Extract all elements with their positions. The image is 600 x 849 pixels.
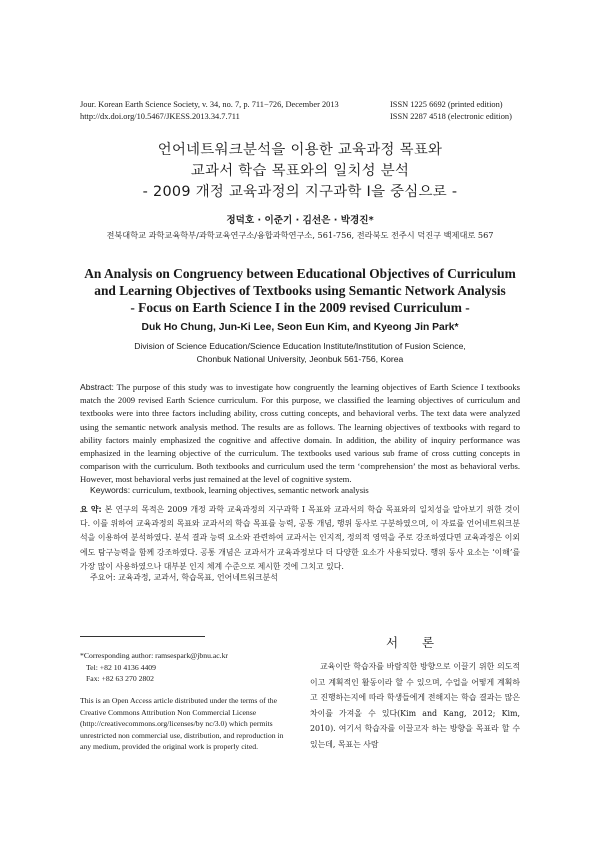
english-affiliation [60, 340, 540, 365]
license-notice: This is an Open Access article distributed under the terms of the Creative Commons Attribution Non Commercial License (http://creativecommons.org/licenses/by nc/3.0) which permits unrestricted non commercial use, distribution, and reproduction in any medium, provided the original work is properly cited. [80, 696, 284, 752]
korean-abstract-text: 본 연구의 목적은 2009 개정 과학 교육과정의 지구과학 I 목표와 교과서의 학습 목표와의 일치성을 알아보기 위한 것이다. 이를 위하여 교육과정의 목표와 교과서의 학습 목표를 능력, 공통 개념, 행위 동사로 구분하였으며, 이 자료를 언어네트워크분석을 이용하여 분석하였다. 분석 결과 능력 요소와 관련하여 교과서는 인지적, 정의적 영역을 주로 강조하였다면 교육과정은 이외에도 탐구능력을 함께 강조하였다. 공통 개념은 교과서가 교육과정보다 더 다양한 요소가 사용되었다. 행위 동사 요소는 ‘이해’를 가장 많이 사용하였으나 대부분 인지 체계 수준으로 제시한 것에 그치고 있다. [80, 505, 520, 571]
korean-abstract [80, 503, 520, 574]
abstract-text: The purpose of this study was to investigate how congruently the learning objectives of Earth Science I textbooks match the 2009 revised Earth Science curriculum. For this purpose, we classified the learning objectives of curriculum and textbooks were into three factors including ability, cross cutting concepts, and behavioral verbs. The text data were analyzed using the semantic network analysis method. The results are as follows. The learning objectives of textbooks with regard to ability factors mainly emphasized the cognitive and affective domain. In addition, the ability of inquiry performance was emphasized in the learning objective of the curriculum. The textbooks used various sub frame of cross cutting concepts in comparison with the curriculum. Both textbooks and curriculum used the term ‘comprehension’ the most as behavioral verbs. However, most behavioral verbs just remained at the level of cognitive system. [80, 382, 520, 485]
introduction-text: 교육이란 학습자를 바람직한 방향으로 이끌기 위한 의도적이고 계획적인 활동이라 할 수 있으며, 수업을 어떻게 계획하고 진행하는지에 따라 학생들에게 전해지는 학습 결과는 많은 차이를 가져올 수 있다(Kim and Kang, 2012; Kim, 2010). 여기서 학습자를 이끌고자 하는 방향을 목표라 할 수 있는데, 목표는 사람 [310, 662, 520, 749]
abstract-label: Abstract: [80, 382, 114, 392]
korean-title-line3: - 2009 개정 교육과정의 지구과학 I을 중심으로 - [142, 184, 458, 200]
issn-electronic: ISSN 2287 4518 (electronic edition) [390, 112, 512, 121]
corresponding-fax: Fax: +82 63 270 2802 [86, 674, 154, 684]
english-abstract [80, 381, 520, 487]
korean-title-line2: 교과서 학습 목표와의 일치성 분석 [190, 163, 410, 179]
korean-keywords-text: 교육과정, 교과서, 학습목표, 언어네트워크분석 [118, 573, 278, 582]
journal-citation: Jour. Korean Earth Science Society, v. 34, no. 7, p. 711−726, December 2013 [80, 100, 339, 109]
english-affiliation-line2: Chonbuk National University, Jeonbuk 561-756, Korea [196, 353, 404, 364]
journal-header [80, 99, 370, 123]
footnote-divider [80, 636, 205, 637]
issn-print: ISSN 1225 6692 (printed edition) [390, 100, 503, 109]
korean-keywords-label: 주요어: [90, 573, 116, 582]
korean-authors: 정덕호 · 이준기 · 김선은 · 박경진* [226, 215, 374, 226]
korean-keywords [90, 572, 520, 583]
english-authors: Duk Ho Chung, Jun-Ki Lee, Seon Eun Kim, and Kyeong Jin Park* [141, 322, 459, 333]
english-keywords [90, 485, 520, 495]
doi-link[interactable]: http://dx.doi.org/10.5467/JKESS.2013.34.7.711 [80, 112, 240, 121]
corresponding-author: *Corresponding author: ramsespark@jbnu.ac.kr [80, 651, 228, 660]
korean-affiliation: 전북대학교 과학교육학부/과학교육연구소/융합과학연구소, 561-756, 전라북도 전주시 덕진구 백제대로 567 [106, 230, 494, 240]
issn-block [390, 99, 530, 123]
keywords-text: curriculum, textbook, learning objectives, semantic network analysis [132, 485, 369, 495]
english-title-line3: - Focus on Earth Science I in the 2009 revised Curriculum - [130, 300, 470, 315]
section-heading-introduction: 서 론 [385, 635, 445, 650]
corresponding-footnote [80, 650, 290, 685]
korean-title-line1: 언어네트워크분석을 이용한 교육과정 목표와 [157, 142, 443, 158]
keywords-label: Keywords: [90, 485, 131, 495]
english-title-line1: An Analysis on Congruency between Educational Objectives of Curriculum [84, 266, 516, 281]
korean-abstract-label: 요 약: [80, 505, 102, 514]
english-title-line2: and Learning Objectives of Textbooks using Semantic Network Analysis [94, 283, 506, 298]
corresponding-tel: Tel: +82 10 4136 4409 [86, 662, 156, 672]
english-affiliation-line1: Division of Science Education/Science Education Institute/Institution of Fusion Science, [134, 341, 466, 351]
